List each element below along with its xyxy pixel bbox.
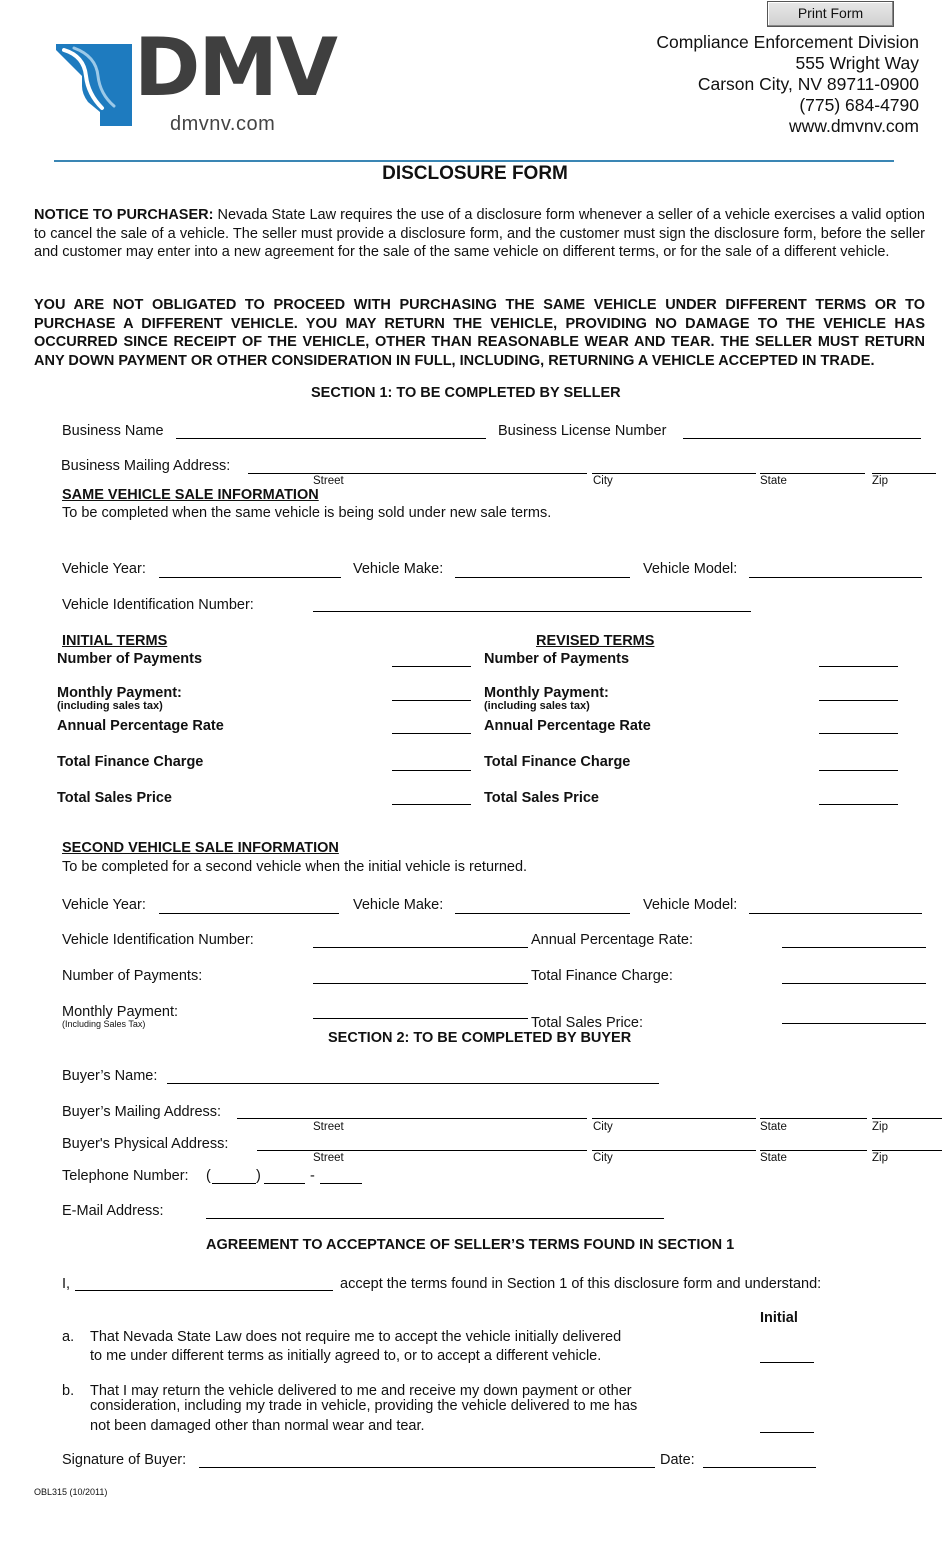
business-name-field[interactable] xyxy=(176,438,486,439)
revised-monthly-payment-label: Monthly Payment: xyxy=(484,685,609,701)
initial-terms-heading: INITIAL TERMS xyxy=(62,633,168,649)
date-field[interactable] xyxy=(703,1467,816,1468)
website-link[interactable]: www.dmvnv.com xyxy=(789,116,919,136)
second-vin-field[interactable] xyxy=(313,947,528,948)
signature-field[interactable] xyxy=(199,1467,655,1468)
section2-heading: SECTION 2: TO BE COMPLETED BY BUYER xyxy=(328,1030,632,1046)
signature-label: Signature of Buyer: xyxy=(62,1452,187,1468)
state-caption: State xyxy=(760,475,787,487)
notice-lead: NOTICE TO PURCHASER: xyxy=(34,207,214,223)
buyer-name-field[interactable] xyxy=(167,1083,659,1084)
business-name-label: Business Name xyxy=(62,423,164,439)
city-caption: City xyxy=(593,475,613,487)
print-form-button[interactable]: Print Form xyxy=(767,1,894,27)
buyer-mailing-state-field[interactable] xyxy=(760,1118,867,1119)
buyer-physical-street-field[interactable] xyxy=(257,1150,587,1151)
initial-monthly-payment-field[interactable] xyxy=(392,700,471,701)
buyer-physical-zip-field[interactable] xyxy=(872,1150,942,1151)
initial-num-payments-field[interactable] xyxy=(392,666,471,667)
revised-incl-tax-note: (including sales tax) xyxy=(484,700,590,712)
tel-close-paren: ) xyxy=(256,1168,261,1184)
second-monthly-payment-field[interactable] xyxy=(313,1018,528,1019)
buyer-physical-state-field[interactable] xyxy=(760,1150,867,1151)
clause-a-line1: That Nevada State Law does not require me to accept the vehicle initially delivered xyxy=(90,1329,622,1345)
zip-caption: Zip xyxy=(872,475,888,487)
clause-b-line3: not been damaged other than normal wear and tear. xyxy=(90,1418,425,1434)
revised-finance-charge-field[interactable] xyxy=(819,770,898,771)
vehicle-model-label: Vehicle Model: xyxy=(643,561,738,577)
address-line: Carson City, NV 89711-0900 xyxy=(697,74,919,94)
vin-label: Vehicle Identification Number: xyxy=(62,597,254,613)
second-make-label: Vehicle Make: xyxy=(353,897,444,913)
clause-a-line2: to me under different terms as initially agreed to, or to accept a different vehicle. xyxy=(90,1348,602,1364)
business-city-field[interactable] xyxy=(592,473,756,474)
vehicle-year-label: Vehicle Year: xyxy=(62,561,146,577)
vehicle-make-label: Vehicle Make: xyxy=(353,561,444,577)
road-icon xyxy=(52,42,132,132)
dmv-logo xyxy=(52,21,347,138)
second-year-label: Vehicle Year: xyxy=(62,897,146,913)
buyer-name-label: Buyer’s Name: xyxy=(62,1068,158,1084)
second-apr-label: Annual Percentage Rate: xyxy=(531,932,694,948)
second-sales-price-field[interactable] xyxy=(782,1023,926,1024)
second-year-field[interactable] xyxy=(159,913,339,914)
state-caption: State xyxy=(760,1152,787,1164)
business-license-field[interactable] xyxy=(683,438,921,439)
second-vehicle-desc: To be completed for a second vehicle when the initial vehicle is returned. xyxy=(62,859,528,875)
initial-apr-field[interactable] xyxy=(392,733,471,734)
clause-b-letter: b. xyxy=(62,1383,75,1399)
phone-line-field[interactable] xyxy=(320,1183,362,1184)
date-label: Date: xyxy=(660,1452,695,1468)
same-vehicle-heading: SAME VEHICLE SALE INFORMATION xyxy=(62,487,319,503)
buyer-name-agreement-field[interactable] xyxy=(75,1290,333,1291)
initial-monthly-payment-label: Monthly Payment: xyxy=(57,685,182,701)
clause-b-line1: That I may return the vehicle delivered to me and receive my down payment or other xyxy=(90,1383,632,1399)
area-code-field[interactable] xyxy=(212,1183,256,1184)
division-address xyxy=(656,32,919,137)
second-model-label: Vehicle Model: xyxy=(643,897,738,913)
initial-finance-charge-label: Total Finance Charge xyxy=(57,754,204,770)
header-rule xyxy=(54,160,894,162)
buyer-mailing-street-field[interactable] xyxy=(237,1118,587,1119)
second-finance-charge-field[interactable] xyxy=(782,983,926,984)
vehicle-model-field[interactable] xyxy=(749,577,922,578)
revised-finance-charge-label: Total Finance Charge xyxy=(484,754,631,770)
zip-caption: Zip xyxy=(872,1152,888,1164)
clause-a-initial-field[interactable] xyxy=(760,1362,814,1363)
email-label: E-Mail Address: xyxy=(62,1203,164,1219)
street-caption: Street xyxy=(313,475,344,487)
buyer-mailing-city-field[interactable] xyxy=(592,1118,756,1119)
notice-paragraph xyxy=(34,206,925,262)
initial-finance-charge-field[interactable] xyxy=(392,770,471,771)
phone-prefix-field[interactable] xyxy=(264,1183,305,1184)
buyer-physical-city-field[interactable] xyxy=(592,1150,756,1151)
clause-b-line2: consideration, including my trade in vehicle, providing the vehicle delivered to me has xyxy=(90,1398,638,1414)
notice-body: Nevada State Law requires the use of a disclosure form whenever a seller of a vehicle exercises a valid option to cancel the sale of a vehicle. The seller must provide a disclosure form, and the customer must sign the disclosure form, before the seller and customer may enter into a new agreement for the sale of the same vehicle on different terms, or for the sale of a different vehicle. xyxy=(34,207,925,260)
revised-num-payments-label: Number of Payments xyxy=(484,651,630,667)
logo-dmv-text: DMV xyxy=(134,21,336,114)
city-caption: City xyxy=(593,1152,613,1164)
initial-num-payments-label: Number of Payments xyxy=(57,651,203,667)
street-caption: Street xyxy=(313,1152,344,1164)
business-mailing-label: Business Mailing Address: xyxy=(61,458,231,474)
second-finance-charge-label: Total Finance Charge: xyxy=(531,968,673,984)
street-caption: Street xyxy=(313,1121,344,1133)
clause-a-letter: a. xyxy=(62,1329,75,1345)
warning-paragraph: YOU ARE NOT OBLIGATED TO PROCEED WITH PURCHASING THE SAME VEHICLE UNDER DIFFERENT TERMS OR TO PURCHASE A DIFFERENT VEHICLE. YOU MAY RETURN THE VEHICLE, PROVIDING NO DAMAGE TO THE VEHICLE HAS OCCURRED SINCE RECEIPT OF THE VEHICLE, OTHER THAN REASONABLE WEAR AND TEAR. THE SELLER MUST RETURN ANY DOWN PAYMENT OR OTHER CONSIDERATION IN FULL, INCLUDING, RETURNING A VEHICLE ACCEPTED IN TRADE. xyxy=(34,297,925,369)
revised-sales-price-field[interactable] xyxy=(819,804,898,805)
initial-column-label: Initial xyxy=(760,1310,798,1326)
second-vin-label: Vehicle Identification Number: xyxy=(62,932,254,948)
initial-apr-label: Annual Percentage Rate xyxy=(57,718,224,734)
second-model-field[interactable] xyxy=(749,913,922,914)
address-line: 555 Wright Way xyxy=(795,53,919,73)
tel-open-paren: ( xyxy=(206,1168,211,1184)
second-num-payments-label: Number of Payments: xyxy=(62,968,203,984)
vehicle-make-field[interactable] xyxy=(455,577,630,578)
business-license-label: Business License Number xyxy=(498,423,667,439)
buyer-mailing-label: Buyer’s Mailing Address: xyxy=(62,1104,222,1120)
business-state-field[interactable] xyxy=(760,473,865,474)
address-line: (775) 684-4790 xyxy=(799,95,919,115)
second-num-payments-field[interactable] xyxy=(313,983,528,984)
buyer-physical-label: Buyer's Physical Address: xyxy=(62,1136,229,1152)
agreement-i-label: I, xyxy=(62,1276,71,1292)
address-line: Compliance Enforcement Division xyxy=(656,32,919,52)
agreement-accept-text: accept the terms found in Section 1 of this disclosure form and understand: xyxy=(340,1276,822,1292)
vehicle-year-field[interactable] xyxy=(159,577,341,578)
second-vehicle-heading: SECOND VEHICLE SALE INFORMATION xyxy=(62,840,339,856)
city-caption: City xyxy=(593,1121,613,1133)
second-make-field[interactable] xyxy=(455,913,630,914)
second-apr-field[interactable] xyxy=(782,947,926,948)
second-sales-price-label: Total Sales Price: xyxy=(531,1015,644,1031)
form-id: OBL315 (10/2011) xyxy=(34,1487,108,1497)
revised-apr-field[interactable] xyxy=(819,733,898,734)
buyer-mailing-zip-field[interactable] xyxy=(872,1118,942,1119)
revised-apr-label: Annual Percentage Rate xyxy=(484,718,651,734)
email-field[interactable] xyxy=(206,1218,664,1219)
initial-sales-price-field[interactable] xyxy=(392,804,471,805)
revised-monthly-payment-field[interactable] xyxy=(819,700,898,701)
section1-heading: SECTION 1: TO BE COMPLETED BY SELLER xyxy=(311,385,621,401)
same-vehicle-desc: To be completed when the same vehicle is being sold under new sale terms. xyxy=(62,505,552,521)
zip-caption: Zip xyxy=(872,1121,888,1133)
logo-url: dmvnv.com xyxy=(170,113,276,135)
initial-sales-price-label: Total Sales Price xyxy=(57,790,172,806)
tel-dash: - xyxy=(310,1168,315,1184)
vin-field[interactable] xyxy=(313,611,751,612)
telephone-label: Telephone Number: xyxy=(62,1168,189,1184)
clause-b-initial-field[interactable] xyxy=(760,1432,814,1433)
business-street-field[interactable] xyxy=(248,473,587,474)
revised-num-payments-field[interactable] xyxy=(819,666,898,667)
revised-sales-price-label: Total Sales Price xyxy=(484,790,599,806)
agreement-heading: AGREEMENT TO ACCEPTANCE OF SELLER’S TERMS FOUND IN SECTION 1 xyxy=(206,1237,735,1253)
second-incl-tax-note: (Including Sales Tax) xyxy=(62,1019,146,1029)
revised-terms-heading: REVISED TERMS xyxy=(536,633,655,649)
business-zip-field[interactable] xyxy=(872,473,936,474)
initial-incl-tax-note: (including sales tax) xyxy=(57,700,163,712)
second-monthly-payment-label: Monthly Payment: xyxy=(62,1004,179,1020)
state-caption: State xyxy=(760,1121,787,1133)
page-title: DISCLOSURE FORM xyxy=(382,163,568,184)
